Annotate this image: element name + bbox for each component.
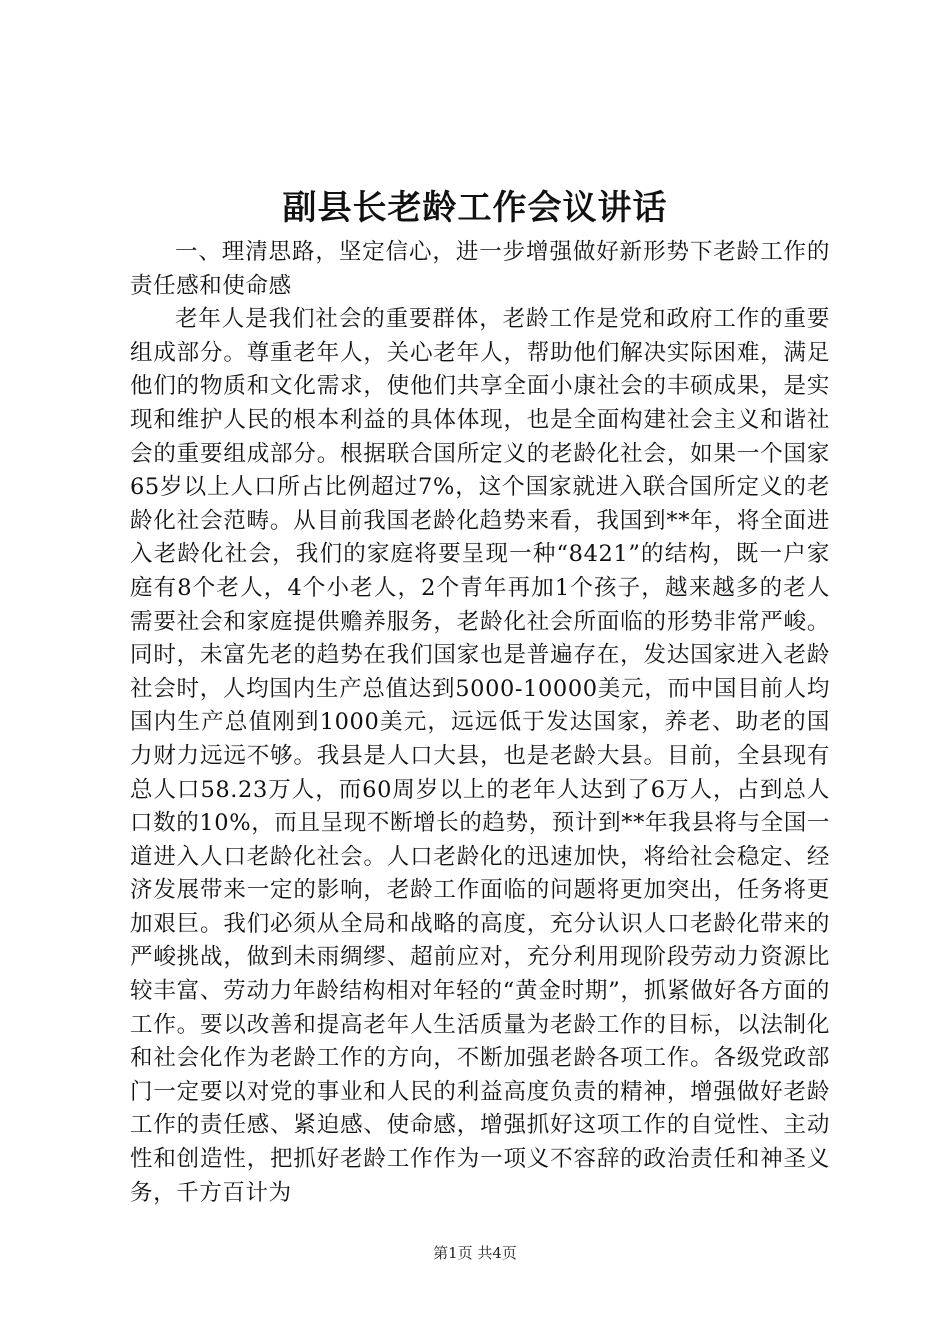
body-paragraph: 老年人是我们社会的重要群体，老龄工作是党和政府工作的重要组成部分。尊重老年人，关心老年人，帮助他们解决实际困难，满足他们的物质和文化需求，使他们共享全面小康社会的丰硕成果，是实现和维护人民的根本利益的具体体现，也是全面构建社会主义和谐社会的重要组成部分。根据联合国所定义的老龄化社会，如果一个国家65岁以上人口所占比例超过7%，这个国家就进入联合国所定义的老龄化社会范畴。从目前我国老龄化趋势来看，我国到**年，将全面进入老龄化社会，我们的家庭将要呈现一种“8421”的结构，既一户家庭有8个老人，4个小老人，2个青年再加1个孩子，越来越多的老人需要社会和家庭提供赡养服务，老龄化社会所面临的形势非常严峻。同时，未富先老的趋势在我们国家也是普遍存在，发达国家进入老龄社会时，人均国内生产总值达到5000-10000美元，而中国目前人均国内生产总值刚到1000美元，远远低于发达国家，养老、助老的国力财力远远不够。我县是人口大县，也是老龄大县。目前，全县现有总人口58.23万人，而60周岁以上的老年人达到了6万人，占到总人口数的10%，而且呈现不断增长的趋势，预计到**年我县将与全国一道进入人口老龄化社会。人口老龄化的迅速加快，将给社会稳定、经济发展带来一定的影响，老龄工作面临的问题将更加突出，任务将更加艰巨。我们必须从全局和战略的高度，充分认识人口老龄化带来的严峻挑战，做到未雨绸缪、超前应对，充分利用现阶段劳动力资源比较丰富、劳动力年龄结构相对年轻的“黄金时期”，抓紧做好各方面的工作。要以改善和提高老年人生活质量为老龄工作的目标，以法制化和社会化作为老龄工作的方向，不断加强老龄各项工作。各级党政部门一定要以对党的事业和人民的利益高度负责的精神，增强做好老龄工作的责任感、紧迫感、使命感，增强抓好这项工作的自觉性、主动性和创造性，把抓好老龄工作作为一项义不容辞的政治责任和神圣义务，千方百计为 xyxy=(130,306,830,1206)
page-footer: 第1页 共4页 xyxy=(433,1244,517,1262)
document-title: 副县长老龄工作会议讲话 xyxy=(282,188,668,228)
section-heading: 一、理清思路，坚定信心，进一步增强做好新形势下老龄工作的责任感和使命感 xyxy=(130,239,830,299)
document-body xyxy=(130,236,830,1210)
